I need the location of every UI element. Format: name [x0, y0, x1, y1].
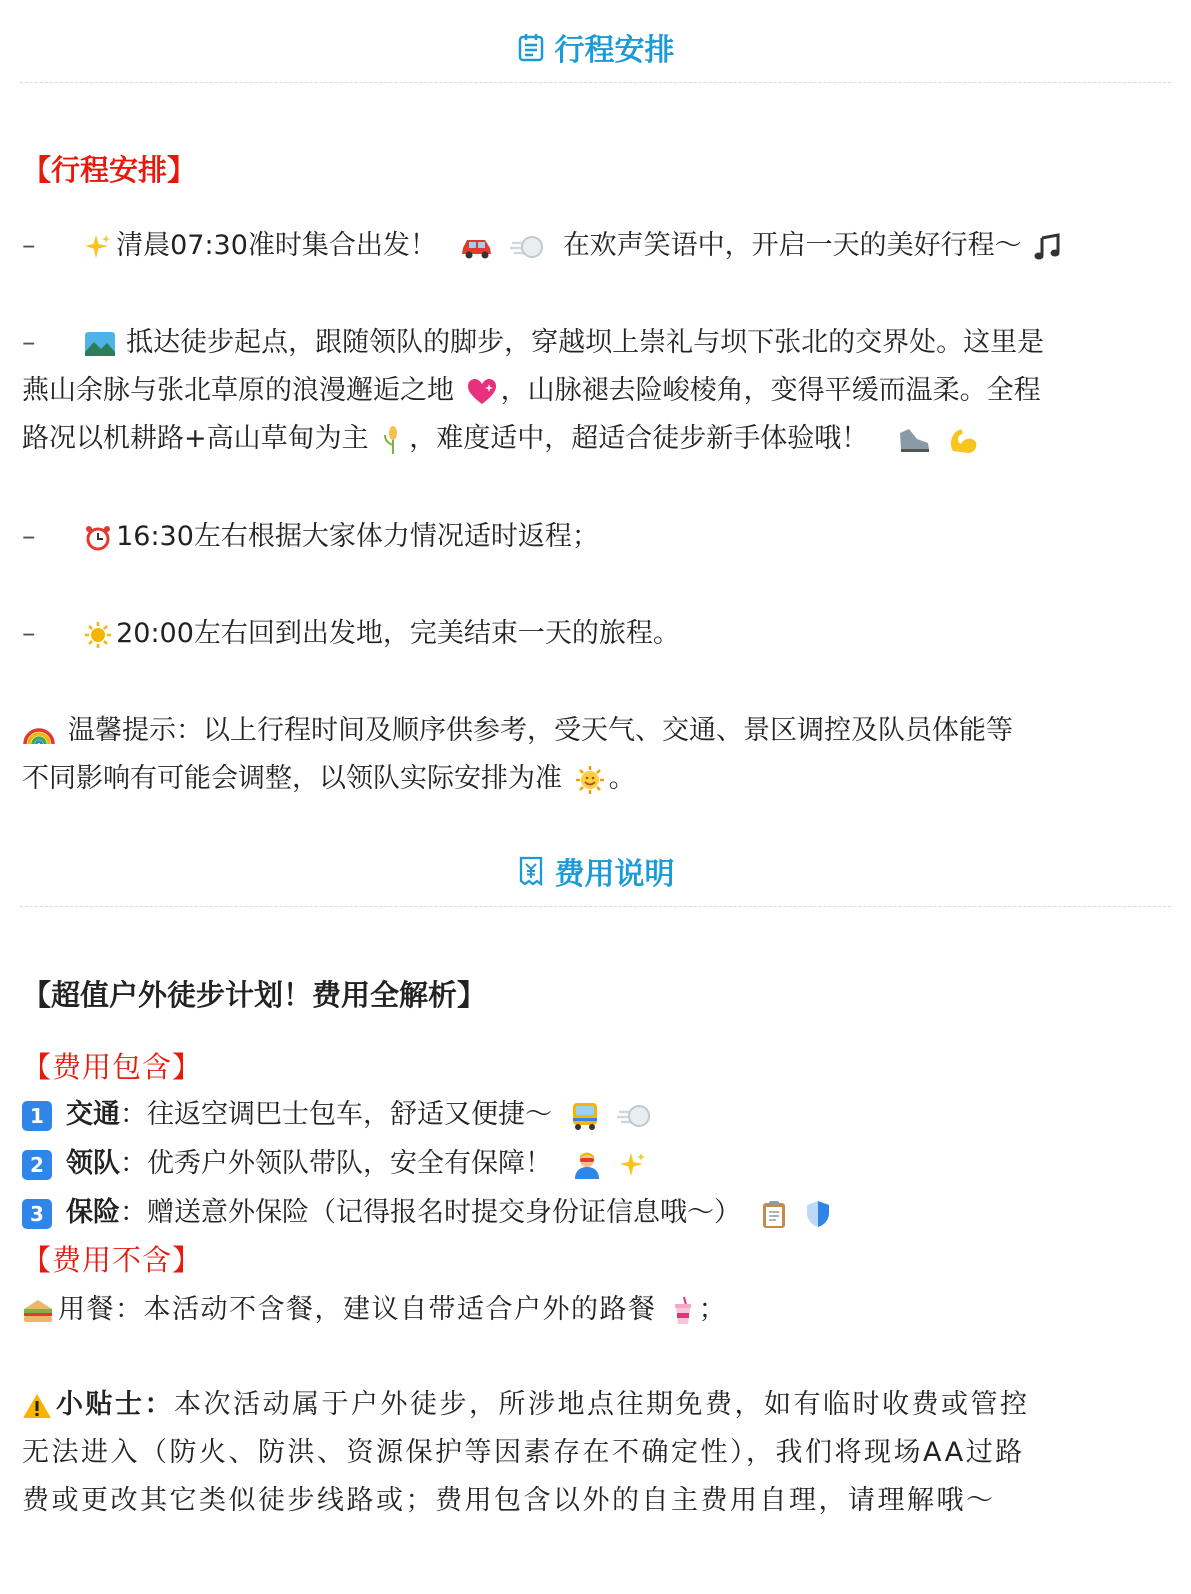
dash-marker: –	[22, 327, 36, 358]
number-badge: 1	[22, 1101, 52, 1131]
itinerary-tip-text2: 不同影响有可能会调整，以领队实际安排为准	[22, 763, 562, 794]
fees-notice	[22, 1381, 1162, 1525]
itinerary-item-1-text1: 清晨07:30准时集合出发！	[116, 230, 437, 261]
fees-included-item-3	[22, 1189, 836, 1237]
fees-included-item-2	[22, 1140, 651, 1188]
dash-icon	[510, 233, 544, 261]
itinerary-item-3	[22, 513, 599, 561]
sparkles-icon	[84, 233, 112, 261]
clipboard-icon	[760, 1199, 788, 1229]
fees-notice-label: 小贴士：	[56, 1389, 174, 1420]
alarm-clock-icon	[84, 524, 112, 552]
car-icon	[460, 234, 494, 260]
itinerary-item-2-text5: ，难度适中，超适合徒步新手体验哦！	[409, 423, 869, 454]
sparkles-icon	[619, 1151, 647, 1179]
sun-icon	[84, 621, 112, 649]
drink-cup-icon	[671, 1296, 695, 1326]
fees-excluded-label: 【费用不含】	[22, 1243, 203, 1277]
dash-marker: –	[22, 521, 36, 552]
section-title-text: 行程安排	[554, 33, 675, 68]
receipt-icon	[517, 856, 545, 886]
dash-icon	[617, 1102, 651, 1130]
fees-item-label: 保险	[66, 1197, 120, 1228]
itinerary-tip-text1: 温馨提示：以上行程时间及顺序供参考，受天气、交通、景区调控及队员体能等	[68, 715, 1013, 746]
sandwich-icon	[22, 1297, 54, 1325]
itinerary-item-2-text4: 路况以机耕路+高山草甸为主	[22, 423, 369, 454]
grain-icon	[381, 425, 405, 455]
superhero-icon	[571, 1150, 603, 1180]
itinerary-item-2-text1: 抵达徒步起点，跟随领队的脚步，穿越坝上崇礼与坝下张北的交界处。这里是	[126, 327, 1045, 358]
fees-excluded-text: 用餐：本活动不含餐，建议自带适合户外的路餐	[58, 1294, 657, 1325]
fees-notice-text2: 无法进入（防火、防洪、资源保护等因素存在不确定性），我们将现场AA过路	[22, 1437, 1025, 1468]
itinerary-item-2-text3: ，山脉褪去险峻棱角，变得平缓而温柔。全程	[500, 375, 1041, 406]
warning-icon	[22, 1392, 52, 1420]
sparkling-heart-icon	[467, 378, 497, 406]
itinerary-item-2-text2: 燕山余脉与张北草原的浪漫邂逅之地	[22, 375, 454, 406]
itinerary-item-4	[22, 610, 680, 658]
sneaker-icon	[897, 425, 931, 455]
itinerary-tip-text3: 。	[608, 763, 636, 794]
fees-included-label: 【费用包含】	[22, 1050, 203, 1084]
bus-icon	[569, 1101, 601, 1131]
smiling-sun-icon	[575, 765, 605, 795]
dash-marker: –	[22, 230, 36, 261]
section-title-itinerary	[0, 22, 1191, 72]
fees-notice-text3: 费或更改其它类似徒步线路或；费用包含以外的自主费用自理，请理解哦～	[22, 1485, 996, 1516]
itinerary-item-1	[22, 222, 1068, 270]
itinerary-item-3-text: 16:30左右根据大家体力情况适时返程；	[116, 521, 599, 552]
landscape-icon	[84, 330, 116, 358]
number-badge: 2	[22, 1150, 52, 1180]
fees-item-text: ：赠送意外保险（记得报名时提交身份证信息哦～）	[120, 1197, 741, 1228]
fees-item-label: 交通	[66, 1099, 120, 1130]
shield-icon	[804, 1199, 832, 1229]
flexed-biceps-icon	[947, 425, 979, 455]
section-title-text: 费用说明	[554, 857, 675, 892]
rainbow-icon	[22, 718, 56, 746]
calendar-icon	[517, 32, 545, 62]
section-title-fees	[0, 846, 1191, 896]
fees-notice-text1: 本次活动属于户外徒步，所涉地点往期免费，如有临时收费或管控	[174, 1389, 1030, 1420]
itinerary-item-4-text: 20:00左右回到出发地，完美结束一天的旅程。	[116, 618, 680, 649]
itinerary-heading: 【行程安排】	[22, 153, 197, 187]
fees-item-label: 领队	[66, 1148, 120, 1179]
itinerary-tip	[22, 707, 1162, 803]
fees-item-text: ：优秀户外领队带队，安全有保障！	[120, 1148, 552, 1179]
divider	[20, 82, 1171, 83]
fees-item-text: ：往返空调巴士包车，舒适又便捷～	[120, 1099, 552, 1130]
musical-notes-icon	[1034, 232, 1064, 262]
itinerary-item-1-text2: 在欢声笑语中，开启一天的美好行程～	[562, 230, 1022, 261]
number-badge: 3	[22, 1199, 52, 1229]
dash-marker: –	[22, 618, 36, 649]
fees-excluded-end: ；	[698, 1294, 728, 1325]
fees-heading: 【超值户外徒步计划！费用全解析】	[22, 978, 487, 1012]
itinerary-item-2	[22, 319, 1162, 463]
divider	[20, 906, 1171, 907]
fees-included-item-1	[22, 1091, 655, 1139]
fees-excluded-item	[22, 1286, 727, 1334]
